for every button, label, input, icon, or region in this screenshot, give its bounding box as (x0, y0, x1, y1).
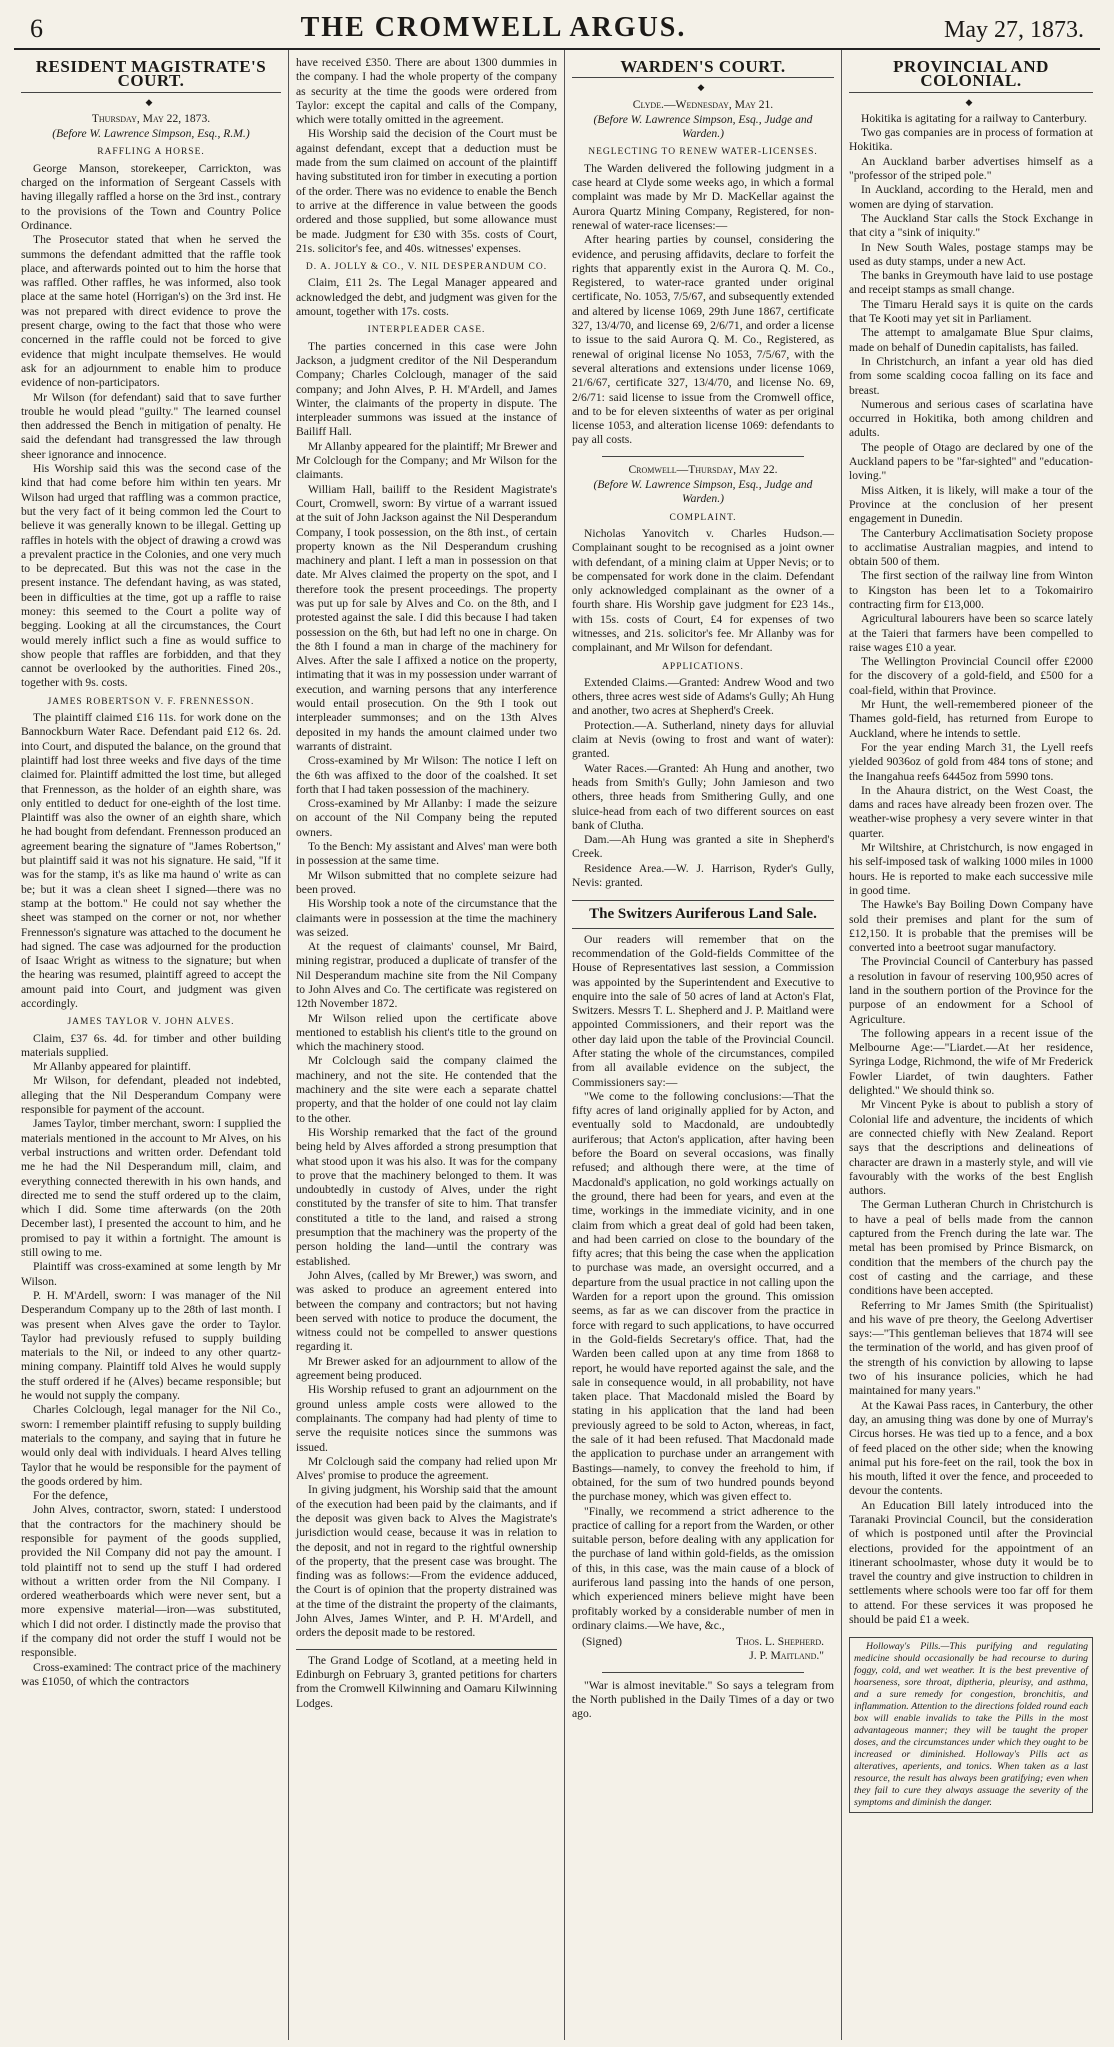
paragraph: After hearing parties by counsel, considering the evidence, and perusing affidavits, declare to forfeit the rights that apparently exist in the Aurora Q. M. Co., Registered, to water-race granted under original certificate, No. 1053, 7/5/67, and subsequently extended and altered by license 1069, 29th June 1867, certificate 327, 13/4/70, and license 69, 2/6/71, and order a license to issue to the said Aurora Q. M. Co., Registered, as renewal of original license No 1053, 7/5/67, with the several alterations and extensions under license 1069, 21/6/67, certificate 327, 13/4/70, and license No. 69, 2/6/71: said license to issue from the Cromwell office, and to be for eleven sixteenths of water as per original license 1053, and alteration license 1069: defendants to pay all costs. (572, 233, 834, 447)
court-date: Clyde.—Wednesday, May 21. (632, 97, 774, 111)
paragraph: The Prosecutor stated that when he served the summons the defendant admitted that the raffle took place, and afterwards pointed out to him the horse that was raffled. Other raffles, he was informed, also took place at the same hotel (Horrigan's) on the 3rd inst. He was not prepared with direct evidence to prove the present charge, owing to the fact that those who were concerned in the raffle could not be forced to give evidence that might inculpate themselves. He would ask for an adjournment to enable him to produce evidence of non-participators. (21, 233, 281, 390)
case-title: NEGLECTING TO RENEW WATER-LICENSES. (588, 147, 818, 158)
paragraph: The plaintiff claimed £16 11s. for work done on the Bannockburn Water Race. Defendant paid £12 6s. 2d. into Court, and disputed the balance, on the ground that plaintiff had lost three weeks and five days of the time claimed for. Plaintiff admitted the lost time, but alleged that Frennesson, as the holder of an eighth share, was only entitled to deduct for one-eighth of the lost time. Plaintiff was also the owner of an eighth share, which he had bought from defendant. Frennesson produced an agreement bearing the signature of "James Robertson," but plaintiff said it was not his signature. He said, "If it was for the stamp, it's as like ma haund o' write as can be; but it was a clean sheet I signed—there was no stamp at the bottom." He could not say whether the sheet was stamped on the corner or not, nor whether Frennesson's signature was attached to the document he had signed. The case was adjourned for the production of Isaac Wright as witness to the signature; but when the hearing was resumed, plaintiff agreed to accept the amount paid into Court, and judgment was given accordingly. (21, 711, 281, 1010)
paragraph: Residence Area.—W. J. Harrison, Ryder's Gully, Nevis: granted. (572, 861, 834, 890)
news-item: The Hawke's Bay Boiling Down Company have sold their premises and plant for the sum of £12,150. It is probable that the premises will be converted into a beetroot sugar manufactory. (849, 898, 1093, 955)
news-item: In Auckland, according to the Herald, men and women are dying of starvation. (849, 183, 1093, 211)
paragraph: William Hall, bailiff to the Resident Magistrate's Court, Cromwell, sworn: By virtue of a warrant issued at the suit of John Jackson against the Nil Desperandum Company, I took possession, on the 8th inst., of certain property known as the Nil Desperandum crushing machinery and plant. I left a man in possession on that date. Mr Alves claimed the property on the spot, and I therefore took the present proceedings. The property was put up for sale by Alves and Co. on the 8th, and I protested against the sale. I did this because I had taken possession on the 6th, but had left no one in charge. On the 8th I found a man in charge of the machinery for Alves. After the sale I affixed a notice on the property, intimating that it was in my possession under warrant of execution, and warning persons that any interference would entail prosecution. On the 9th I took out interpleader summonses; and on the 13th Alves deposited in my hands the amount claimed under two warrants of distraint. (296, 482, 557, 753)
column-continued-cases (289, 50, 565, 2040)
divider (602, 456, 804, 457)
column-resident-magistrate (14, 50, 289, 2040)
paragraph: "Finally, we recommend a strict adherence to the practice of calling for a report from the Warden, or other suitable person, before dealing with any application for the purchase of land within gold-fields, as the omission of this, in this case, was the main cause of a block of auriferous land passing into the hands of one person, which experienced miners believe might have been profitably worked by a considerable number of men in ordinary claims.—We have, &c., (572, 1504, 834, 1632)
news-item: For the year ending March 31, the Lyell reefs yielded 9036oz of gold from 484 tons of stone; and the Inangahua reefs 6445oz from 5990 tons. (849, 740, 1093, 783)
paragraph: In giving judgment, his Worship said that the amount of the execution had been paid by the claimants, and if the deposit was given back to Alves the Magistrate's jurisdiction would cease, because it was in relation to the deposit, and not in regard to the rightful ownership of the property, that the present case was brought. The finding was as follows:—From the evidence adduced, the Court is of opinion that the property distrained was at the time of the distraint the property of the claimants, John Alves, James Winter, and P. H. M'Ardell, and orders the deposit made to be restored. (296, 1483, 557, 1640)
paragraph: Claim, £37 6s. 4d. for timber and other building materials supplied. (21, 1031, 281, 1059)
paragraph: The Grand Lodge of Scotland, at a meeting held in Edinburgh on February 3, granted petitions for charters from the Cromwell Kilwinning and Oamaru Kilwinning Lodges. (296, 1653, 557, 1710)
paragraph: For the defence, (33, 1489, 109, 1503)
advertisement-holloways-pills (849, 1637, 1093, 1813)
news-item: Miss Aitken, it is likely, will make a tour of the Province at the conclusion of her present engagement in Dunedin. (849, 483, 1093, 526)
paragraph: His Worship said this was the second case of the kind that had come before him within ten years. Mr Wilson had urged that raffling was a common practice, but the very fact of it being common led the Court to believe it was generally known to be illegal. Getting up raffles in hotels with the object of drawing a crowd was a prevalent practice in the Colonies, and one very much to be deprecated. But this was not the case in the present instance. The defendant having, as was stated, been in difficulties at the time, got up a raffle to raise money: this seemed to the Court a polite way of begging. Looking at all the circumstances, the Court would merely inflict such a fine as would suffice to show people that raffles are forbidden, and that they cannot be overlooked by the authorities. Fined 20s., together with 9s. costs. (21, 462, 281, 690)
paragraph: Cross-examined: The contract price of the machinery was £1050, of which the contractors (21, 1660, 281, 1688)
news-item: In the Ahaura district, on the West Coast, the dams and races have already been frozen over. The weather-wise prophesy a very severe winter in that quarter. (849, 783, 1093, 840)
paragraph: P. H. M'Ardell, sworn: I was manager of the Nil Desperandum Company up to the 28th of last month. I was present when Alves gave the order to Taylor. Taylor had previously refused to supply building materials to the Nil, or indeed to any other quartz-mining company. Plaintiff told Alves he would supply the stuff ordered if he (Alves) became responsible; but he would not supply the company. (21, 1288, 281, 1403)
page-number: 6 (30, 14, 43, 43)
news-item: Numerous and serious cases of scarlatina have occurred in Hokitika, both among children and adults. (849, 397, 1093, 440)
court-date: Cromwell—Thursday, May 22. (628, 462, 778, 476)
paragraph: John Alves, (called by Mr Brewer,) was sworn, and was asked to produce an agreement entered into between the company and contractors; but not having been served with notice to produce the document, the witness could not be compelled to answer questions regarding it. (296, 1268, 557, 1354)
paragraph: Nicholas Yanovitch v. Charles Hudson.—Complainant sought to be recognised as a joint owner with defendant, of a mining claim at Upper Nevis; or to be compensated for work done in the claim. Defendant only acknowledged complainant as the owner of a fourth share. His Worship gave judgment for £23 14s., with 15s. costs of Court, £4 for expenses of two witnesses, and 21s. solicitor's fee. Mr Allanby was for complainant, and Mr Wilson for defendant. (572, 526, 834, 655)
news-item: Mr Hunt, the well-remembered pioneer of the Thames gold-field, has returned from Europe to Auckland, where he intends to settle. (849, 698, 1093, 740)
paragraph: Mr Wilson (for defendant) said that to save further trouble he would plead "guilty." The learned counsel then addressed the Bench in mitigation of penalty. He said the defendant had transgressed the law through sheer ignorance and innocence. (21, 390, 281, 461)
columns (14, 50, 1100, 2040)
news-item: Hokitika is agitating for a railway to Canterbury. (861, 111, 1087, 125)
news-item: At the Kawai Pass races, in Canterbury, the other day, an amusing thing was done by one of Murray's Circus horses. He was tied up to a fence, and a box of feed placed on the other side; when the knowing animal put his fore-feet on the rail, took the box in his mouth, lifted it over the fence, and proceeded to devour the contents. (849, 1398, 1093, 1498)
paragraph: Mr Colclough said the company had relied upon Mr Alves' promise to produce the agreement. (296, 1454, 557, 1483)
news-item: In New South Wales, postage stamps may be used as duty stamps, under a new Act. (849, 240, 1093, 268)
court-before: (Before W. Lawrence Simpson, Esq., R.M.) (52, 127, 250, 141)
paragraph: Plaintiff was cross-examined at some length by Mr Wilson. (21, 1260, 281, 1288)
court-before: (Before W. Lawrence Simpson, Esq., Judge and Warden.) (593, 112, 813, 141)
article-heading: The Switzers Auriferous Land Sale. (572, 900, 834, 928)
news-item: The following appears in a recent issue of the Melbourne Age:—"Liardet.—At her residence, Syringa Lodge, Richmond, the wife of Mr Frederick Fowler Liardet, of twin daughters. Father delighted." We should think so. (849, 1026, 1093, 1098)
paragraph: Extended Claims.—Granted: Andrew Wood and two others, three acres west side of Adams's Gully; Ah Hung and another, two acres at Shepherd's Creek. (572, 675, 834, 718)
paragraph: Cross-examined by Mr Allanby: I made the seizure on account of the Nil Company being the reputed owners. (296, 797, 557, 839)
divider (602, 1672, 804, 1673)
ornament-divider: ◆ (697, 82, 709, 93)
issue-date: May 27, 1873. (943, 17, 1084, 43)
column-provincial-colonial (842, 50, 1100, 2040)
case-title: RAFFLING A HORSE. (97, 147, 205, 158)
news-item: The Wellington Provincial Council offer £2000 for the discovery of a gold-field, and £500 for a coal-field, within that Province. (849, 655, 1093, 697)
paragraph: Mr Wilson relied upon the certificate above mentioned to establish his client's title to the ground on which the machinery stood. (296, 1011, 557, 1054)
news-item: The people of Otago are declared by one of the Auckland papers to be "far-sighted" and "education-loving." (849, 440, 1093, 483)
news-item: The German Lutheran Church in Christchurch is to have a peal of bells made from the cannon captured from the French during the late war. The metal has been promised by Prince Bismarck, on condition that the members of the church pay the cost of casting and the carriage, and these conditions have been accepted. (849, 1198, 1093, 1298)
case-title: D. A. JOLLY & CO., V. NIL DESPERANDUM CO. (305, 262, 548, 273)
paragraph: His Worship took a note of the circumstance that the claimants were in possession at the time the machinery was seized. (296, 897, 557, 939)
news-item: The first section of the railway line from Winton to Kingston has been let to a Tokomairiro contracting firm for £13,000. (849, 569, 1093, 611)
ornament-divider: ◆ (965, 96, 977, 107)
news-item: The attempt to amalgamate Blue Spur claims, made on behalf of Dunedin capitalists, has failed. (849, 326, 1093, 354)
case-title: JAMES TAYLOR V. JOHN ALVES. (67, 1017, 235, 1028)
news-item: Two gas companies are in process of formation at Hokitika. (849, 126, 1093, 154)
news-item: The Provincial Council of Canterbury has passed a resolution in favour of reserving 100,950 acres of land in the southern portion of the Province for the purpose of an endowment for a School of Agriculture. (849, 955, 1093, 1026)
paragraph: The parties concerned in this case were John Jackson, a judgment creditor of the Nil Desperandum Company; Charles Colclough, manager of the said company; and John Alves, P. H. M'Ardell, and James Winter, the claimants of the property in dispute. The interpleader summons was issued at the instance of Bailiff Hall. (296, 339, 557, 439)
news-item: Referring to Mr James Smith (the Spiritualist) and his wave of pre theory, the Geelong Advertiser says:—"This gentleman believes that 1874 will see the termination of the world, and has given proof of the strength of his conviction by allowing to lapse two of his insurance policies, which he had maintained for many years." (849, 1298, 1093, 1398)
section-heading: RESIDENT MAGISTRATE'S COURT. (21, 60, 281, 93)
ornament-divider: ◆ (145, 96, 157, 107)
grand-lodge-item (296, 1649, 557, 1711)
paragraph: Claim, £11 2s. The Legal Manager appeared and acknowledged the debt, and judgment was given for the amount, together with 17s. costs. (296, 276, 557, 319)
newspaper-title: THE CROMWELL ARGUS. (300, 12, 687, 43)
news-item: The Canterbury Acclimatisation Society propose to acclimatise Australian magpies, and intend to obtain 500 of them. (849, 526, 1093, 569)
news-item: An Auckland barber advertises himself as a "professor of the striped pole." (849, 154, 1093, 183)
paragraph: Mr Wilson, for defendant, pleaded not indebted, alleging that the Nil Desperandum Company were responsible for payment of the account. (21, 1074, 281, 1117)
paragraph: Cross-examined by Mr Wilson: The notice I left on the 6th was affixed to the door of the coalshed. It set forth that I had taken possession of the machinery. (296, 754, 557, 796)
signatory: Thos. L. Shepherd. (736, 1635, 824, 1649)
paragraph: "War is almost inevitable." So says a telegram from the North published in the Daily Times of a day or two ago. (572, 1678, 834, 1721)
paragraph: Mr Brewer asked for an adjournment to allow of the agreement being produced. (296, 1354, 557, 1383)
news-item: Agricultural labourers have been so scarce lately at the Taieri that farmers have been compelled to raise wages £10 a year. (849, 612, 1093, 654)
news-item: The Auckland Star calls the Stock Exchange in that city a "sink of iniquity." (849, 211, 1093, 240)
paragraph: Mr Colclough said the company claimed the machinery, and not the site. He contended that the machinery and the site were each a separate chattel property, and that the holder of one could not lay claim to the other. (296, 1054, 557, 1125)
signatory: J. P. Maitland." (749, 1649, 824, 1663)
case-title: COMPLAINT. (669, 512, 737, 523)
paragraph: Charles Colclough, legal manager for the Nil Co., sworn: I remember plaintiff refusing to supply building materials to the company, and saying that in future he would only deal with individuals. I heard Alves telling Taylor that he would be responsible for the payment of the goods ordered by him. (21, 1403, 281, 1488)
paragraph: His Worship remarked that the fact of the ground being held by Alves afforded a strong presumption that what stood upon it was his also. It was for the company to prove that the machinery belonged to them. It was undoubtedly in custody of Alves, under the right constituted by the transfer of site to him. That transfer constituted a title to the land, and raised a strong presumption that the machinery was the property of the person holding the land—until the contrary was established. (296, 1125, 557, 1268)
paragraph: Protection.—A. Sutherland, ninety days for alluvial claim at Nevis (owing to frost and want of water): granted. (572, 718, 834, 761)
paragraph: His Worship refused to grant an adjournment on the ground unless ample costs were allowed to the complainants. The company had had plenty of time to serve the requisite notices since the summons was issued. (296, 1383, 557, 1454)
news-item: In Christchurch, an infant a year old has died from some scalding cocoa falling on its face and breast. (849, 354, 1093, 397)
news-item: The Timaru Herald says it is quite on the cards that Te Kooti may yet sit in Parliament. (849, 297, 1093, 326)
court-date: Thursday, May 22, 1873. (91, 111, 211, 125)
paragraph: At the request of claimants' counsel, Mr Baird, mining registrar, produced a duplicate of transfer of the Nil Desperandum machine site from the Nil Company to John Alves and Co. The certificate was registered on 12th November 1872. (296, 940, 557, 1011)
paragraph: "We come to the following conclusions:—That the fifty acres of land originally applied for by Acton, and eventually sold to Macdonald, are undoubtedly auriferous; that Acton's application, after having been before the Board on several occasions, was finally refused; and although there were, at the time of Macdonald's application, no gold workings actually on the ground, there had been for years, and even at the time, workings in the immediate vicinity, and in one claim from which a great deal of gold had been taken, and had been carried on close to the boundary of the fifty acres; that this being the case when the application to purchase was made, an oversight occurred, and a departure from the usual practice in not calling upon the Warden for a report upon the ground. This omission seems, as far as we can discover from the practice in force with regard to such applications, to have occurred in the Gold-fields Secretary's office. That, had the Warden been called upon at any time from 1868 to report, he would have reported against the sale, and the sale in consequence would, in all probability, not have taken place. That Macdonald misled the Board by stating in his application that the land had been previously agreed to be sold to Acton, whereas, in fact, the sale of it had been refused. That Macdonald made the application to purchase under an arrangement with Bastings—namely, to convey the freehold to him, if obtained, for the sum of two hundred pounds beyond the purchase money, which was given effect to. (572, 1089, 834, 1504)
case-title: APPLICATIONS. (662, 661, 744, 672)
paragraph: Dam.—Ah Hung was granted a site in Shepherd's Creek. (572, 833, 834, 861)
ad-text: Holloway's Pills.—This purifying and regulating medicine should occasionally be had recourse to during foggy, cold, and wet weather. It is the best preventive of hoarseness, sore throat, diptheria, pleurisy, and asthma, and a sure remedy for congestion, bronchitis, and inflammation. Attention to the directions folded round each box will enable invalids to take the Pills in the most advantageous manner; they will be taught the proper doses, and the circumstances under which they ought to be increased or diminished. Holloway's Pills act as alteratives, aperients, and tonics. When taken as a last resource, the result has always been gratifying; even when they fail to cure they always assuage the severity of the symptoms and diminish the danger. (854, 1641, 1088, 1809)
paragraph: Water Races.—Granted: Ah Hung and another, two heads from Smith's Gully; John Jamieson and two others, three heads from Smithering Gully, and one sluice-head from each of two different sources on east bank of Clutha. (572, 761, 834, 832)
court-before: (Before W. Lawrence Simpson, Esq., Judge and Warden.) (593, 478, 813, 506)
paragraph: To the Bench: My assistant and Alves' man were both in possession at the same time. (296, 840, 557, 868)
news-item: An Education Bill lately introduced into the Taranaki Provincial Council, but the consideration of which is postponed until after the Provincial elections, provided for the appointment of an itinerant schoolmaster, whose duty it would be to travel the country and give instruction to children in settlements where schools were too far off for them to attend. For these services it was proposed he should be paid £1 a week. (849, 1498, 1093, 1627)
paragraph: Mr Allanby appeared for the plaintiff; Mr Brewer and Mr Colclough for the Company; and Mr Wilson for the claimants. (296, 439, 557, 482)
paragraph: His Worship said the decision of the Court must be against defendant, except that a deduction must be made from the sum claimed on account of the plaintiff having substituted iron for timber in executing a portion of the order. There was no evidence to enable the Bench to arrive at the difference in value between the goods ordered and those supplied, but some allowance must be made. Judgment for £30 with 35s. costs of Court, 21s. solicitor's fee, and 40s. witnesses' expenses. (296, 127, 557, 255)
section-heading: WARDEN'S COURT. (572, 60, 834, 78)
news-item: The banks in Greymouth have laid to use postage and receipt stamps as small change. (849, 269, 1093, 297)
section-heading: PROVINCIAL AND COLONIAL. (849, 60, 1093, 93)
case-title: JAMES ROBERTSON V. F. FRENNESSON. (47, 696, 255, 707)
news-item: Mr Wiltshire, at Christchurch, is now engaged in his self-imposed task of walking 1000 miles in 1000 hours. He is reported to make each successive mile in good time. (849, 841, 1093, 897)
column-wardens-court (565, 50, 842, 2040)
paragraph: James Taylor, timber merchant, sworn: I supplied the materials mentioned in the account to Mr Alves, on his verbal instructions and written order. Defendant told me he had the Nil Desperandum mill, claim, and everything connected therewith in his own hands, and directed me to send the stuff ordered up to the claim, which I did. Some time afterwards (on the 20th December last), I presented the account to him, and he promised to pay it within a fortnight. The amount is still owing to me. (21, 1117, 281, 1260)
masthead (14, 8, 1100, 50)
paragraph: The Warden delivered the following judgment in a case heard at Clyde some weeks ago, in which a formal complaint was made by Mr D. MacKellar against the Aurora Quartz Mining Company, Registered, for non-renewal of water-race licenses:— (572, 161, 834, 232)
paragraph: Our readers will remember that on the recommendation of the Gold-fields Committee of the House of Representatives last session, a Commission was appointed by the Superintendent and Executive to enquire into the sale of 50 acres of land at Acton's Flat, Switzers. Messrs T. L. Shepherd and J. P. Maitland were appointed Commissioners, and their report was the other day laid upon the table of the Provincial Council. After stating the whole of the circumstances, compiled from all available evidence on the subject, the Commissioners say:— (572, 932, 834, 1089)
paragraph: Mr Wilson submitted that no complete seizure had been proved. (296, 868, 557, 896)
paragraph: John Alves, contractor, sworn, stated: I understood that the contractors for the machinery should be responsible for payment of the goods supplied, provided the Nil Company did not pay the amount. I told plaintiff not to send up the stuff I had ordered without a written order from the Nil Company. I ordered weatherboards which were never sent, but a more expensive material—iron—was substituted, which I did not order. I distinctly made the proviso that if the company did not order the stuff I would not be responsible. (21, 1503, 281, 1660)
paragraph: have received £350. There are about 1300 dummies in the company. I had the whole property of the company as security at the time the goods were ordered from Taylor: except the capital and calls of the Company, which were totally omitted in the agreement. (296, 56, 557, 127)
signed-label: (Signed) (582, 1635, 622, 1649)
paragraph: Mr Allanby appeared for plaintiff. (33, 1060, 191, 1074)
paragraph: George Manson, storekeeper, Carrickton, was charged on the information of Sergeant Cassels with having illegally raffled a horse on the 3rd inst., contrary to the provisions of the Town and Country Police Ordinance. (21, 161, 281, 232)
signature-block (572, 1635, 834, 1664)
news-item: Mr Vincent Pyke is about to publish a story of Colonial life and adventure, the incidents of which are connected chiefly with New Zealand. Report says that the descriptions and delineations of character are drawn in a masterly style, and will vie favourably with the works of the best English authors. (849, 1098, 1093, 1198)
case-title: INTERPLEADER CASE. (367, 325, 486, 336)
